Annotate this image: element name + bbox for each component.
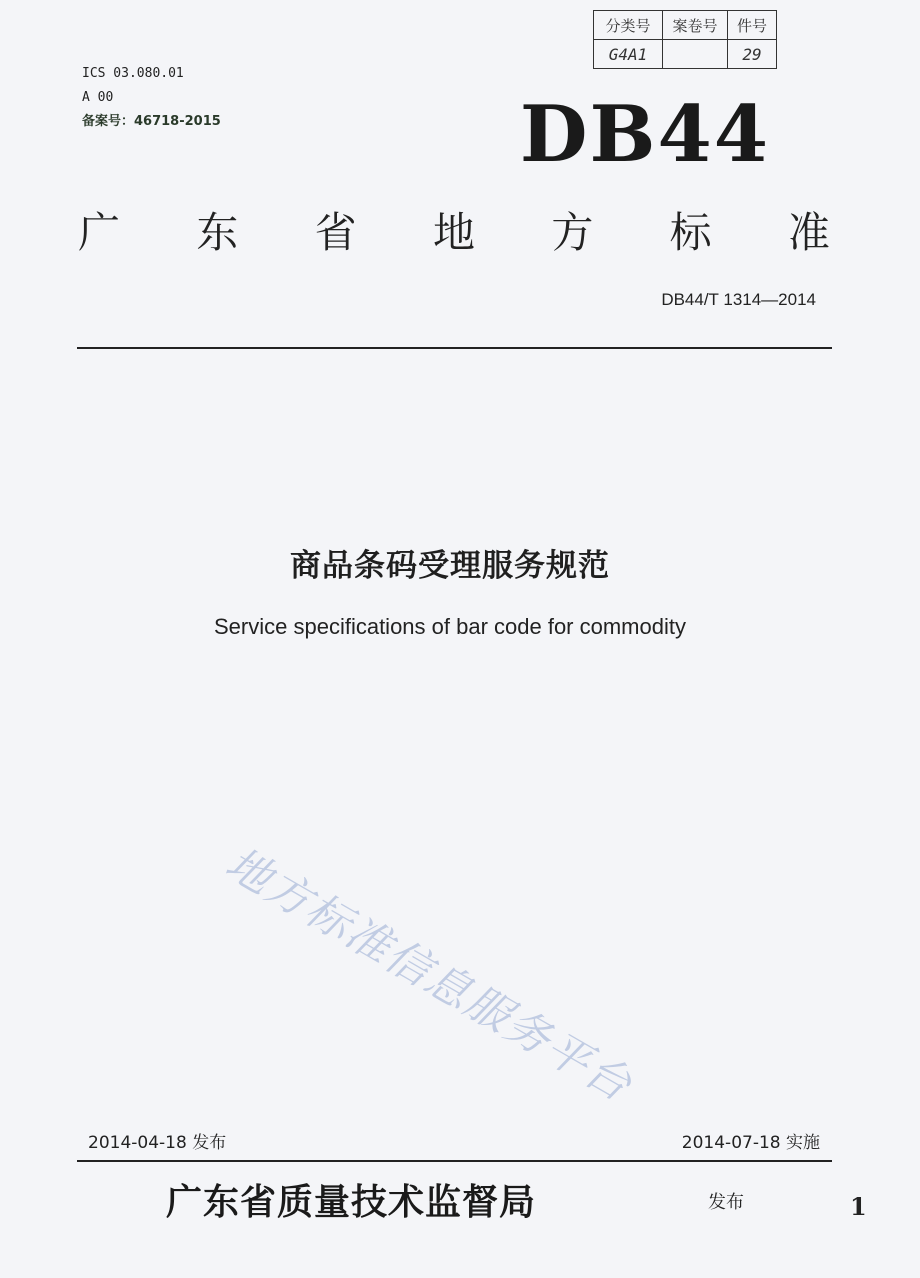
archive-header-item-number: 件号 <box>728 11 777 40</box>
archive-stamp-table <box>593 10 777 69</box>
archive-stamp-value-row <box>594 40 777 69</box>
standard-title-char: 省 <box>314 208 357 257</box>
archive-value-file-number <box>663 40 728 69</box>
top-divider <box>77 347 832 349</box>
db-code: DB44 <box>519 89 770 180</box>
archive-header-classification: 分类号 <box>594 11 663 40</box>
standard-category-title <box>78 200 830 260</box>
issue-date: 2014-04-18 发布 <box>88 1133 227 1153</box>
standard-title-char: 东 <box>196 208 239 257</box>
archive-stamp-header-row <box>594 11 777 40</box>
standard-title-char: 地 <box>432 208 475 257</box>
ccs-code: A 00 <box>82 90 114 105</box>
document-title-cn: 商品条码受理服务规范 <box>290 548 610 584</box>
watermark: 地方标准信息服务平台 <box>217 837 641 1112</box>
classification-meta <box>82 62 221 134</box>
archive-value-item-number: 29 <box>728 40 777 69</box>
ics-code: ICS 03.080.01 <box>82 66 184 81</box>
standard-title-char: 标 <box>669 208 712 257</box>
archive-value-classification: G4A1 <box>594 40 663 69</box>
archive-header-file-number: 案卷号 <box>663 11 728 40</box>
bottom-divider <box>77 1160 832 1162</box>
implement-date: 2014-07-18 实施 <box>681 1133 820 1153</box>
filing-number: 备案号：46718-2015 <box>82 114 221 129</box>
issuing-authority: 广东省质量技术监督局 <box>166 1181 537 1223</box>
standard-number: DB44/T 1314—2014 <box>661 290 816 309</box>
standard-title-char: 方 <box>551 208 594 257</box>
document-title-en: Service specifications of bar code for commodity <box>214 614 686 639</box>
page-number: 1 <box>850 1192 867 1221</box>
standard-title-char: 准 <box>787 208 830 257</box>
standard-title-char: 广 <box>78 208 121 257</box>
issue-label: 发布 <box>708 1192 744 1213</box>
